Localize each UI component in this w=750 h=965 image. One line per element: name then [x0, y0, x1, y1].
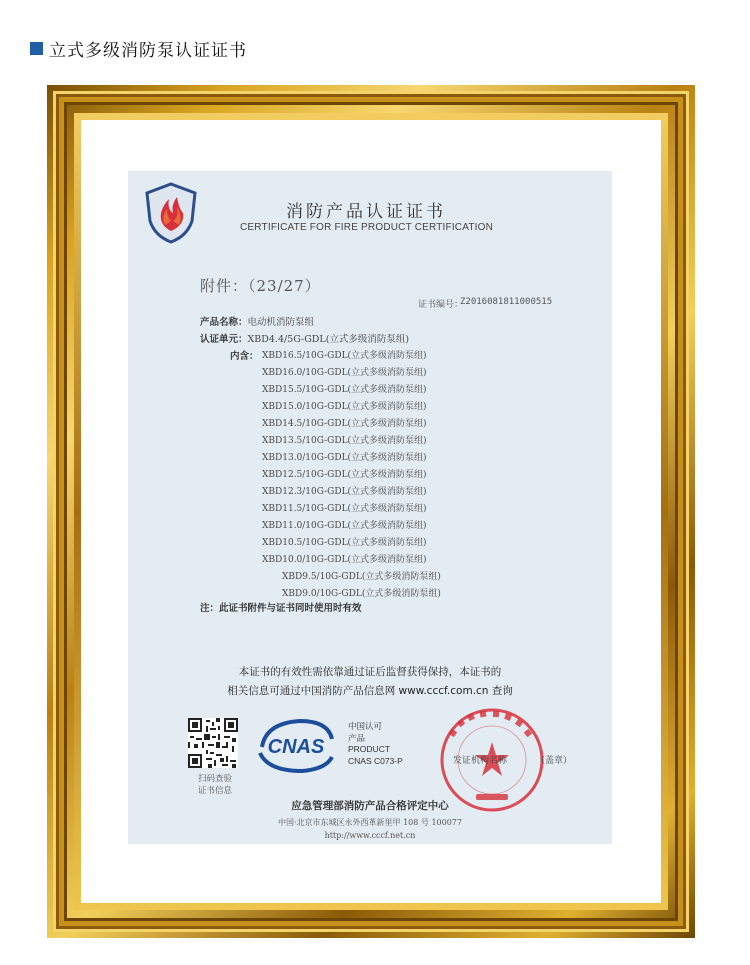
issuing-center-name: 应急管理部消防产品合格评定中心: [291, 800, 449, 812]
contains-label: 内含：: [230, 351, 259, 362]
validity-line-2: 相关信息可通过中国消防产品信息网 www.cccf.com.cn 查询: [227, 685, 513, 697]
cert-number-label: 证书编号：: [418, 300, 464, 310]
issuer-address: 中国·北京市东城区永外西革新里甲 108 号 100077: [278, 818, 462, 827]
cnas-line-1: 中国认可: [348, 721, 383, 731]
content-item: XBD9.5/10G-GDL(立式多级消防泵组): [282, 572, 441, 582]
content-item: XBD13.0/10G-GDL(立式多级消防泵组): [262, 453, 427, 463]
content-item: XBD16.5/10G-GDL(立式多级消防泵组): [262, 351, 427, 361]
contains-row: [230, 348, 259, 362]
certificate: [128, 171, 612, 844]
qr-code-icon: [188, 718, 238, 768]
certificate-title: 消防产品认证证书: [286, 202, 446, 222]
content-item: XBD14.5/10G-GDL(立式多级消防泵组): [262, 419, 427, 429]
qr-caption-1: 扫码查验: [197, 774, 232, 784]
content-item: XBD16.0/10G-GDL(立式多级消防泵组): [262, 368, 427, 378]
product-name-row: [200, 314, 314, 328]
validity-line-1: 本证书的有效性需依靠通过证后监督获得保持，本证书的: [238, 666, 502, 678]
cert-unit-label: 认证单元：: [200, 334, 248, 345]
content-item: XBD12.3/10G-GDL(立式多级消防泵组): [262, 487, 427, 497]
cnas-mark: CNAS: [267, 736, 325, 758]
content-item: XBD15.0/10G-GDL(立式多级消防泵组): [262, 402, 427, 412]
header-square-icon: [30, 42, 43, 55]
qr-caption-2: 证书信息: [197, 786, 232, 796]
content-item: XBD10.0/10G-GDL(立式多级消防泵组): [262, 555, 427, 565]
seal-note: （盖章）: [536, 756, 573, 766]
cnas-line-4: CNAS C073-P: [348, 756, 403, 766]
content-item: XBD10.5/10G-GDL(立式多级消防泵组): [262, 538, 427, 548]
issuer-signature-label: 发证机构名称: [453, 756, 508, 766]
cnas-logo-icon: [256, 717, 336, 775]
cert-unit-row: [200, 331, 409, 345]
page-title: 立式多级消防泵认证证书: [49, 41, 247, 61]
product-name: 电动机消防泵组: [247, 317, 315, 328]
content-item: XBD9.0/10G-GDL(立式多级消防泵组): [282, 589, 441, 599]
cnas-line-2: 产品: [348, 733, 366, 743]
content-item: XBD11.0/10G-GDL(立式多级消防泵组): [262, 521, 427, 531]
product-name-label: 产品名称：: [200, 317, 248, 328]
issuer-website: http://www.cccf.net.cn: [324, 831, 416, 840]
page-header: [30, 36, 247, 61]
cert-number: Z2016081811000515: [460, 297, 553, 307]
content-item: XBD12.5/10G-GDL(立式多级消防泵组): [262, 470, 427, 480]
content-item: XBD13.5/10G-GDL(立式多级消防泵组): [262, 436, 427, 446]
attachment-note: 注：此证书附件与证书同时使用时有效: [200, 603, 362, 614]
cnas-line-3: PRODUCT: [348, 744, 391, 754]
attachment-number: 附件：（23/27）: [200, 277, 321, 295]
fire-shield-logo-icon: [143, 181, 199, 245]
content-item: XBD15.5/10G-GDL(立式多级消防泵组): [262, 385, 427, 395]
certificate-subtitle: CERTIFICATE FOR FIRE PRODUCT CERTIFICATION: [240, 222, 494, 233]
cert-unit: XBD4.4/5G-GDL(立式多级消防泵组): [247, 334, 410, 345]
content-item: XBD11.5/10G-GDL(立式多级消防泵组): [262, 504, 427, 514]
